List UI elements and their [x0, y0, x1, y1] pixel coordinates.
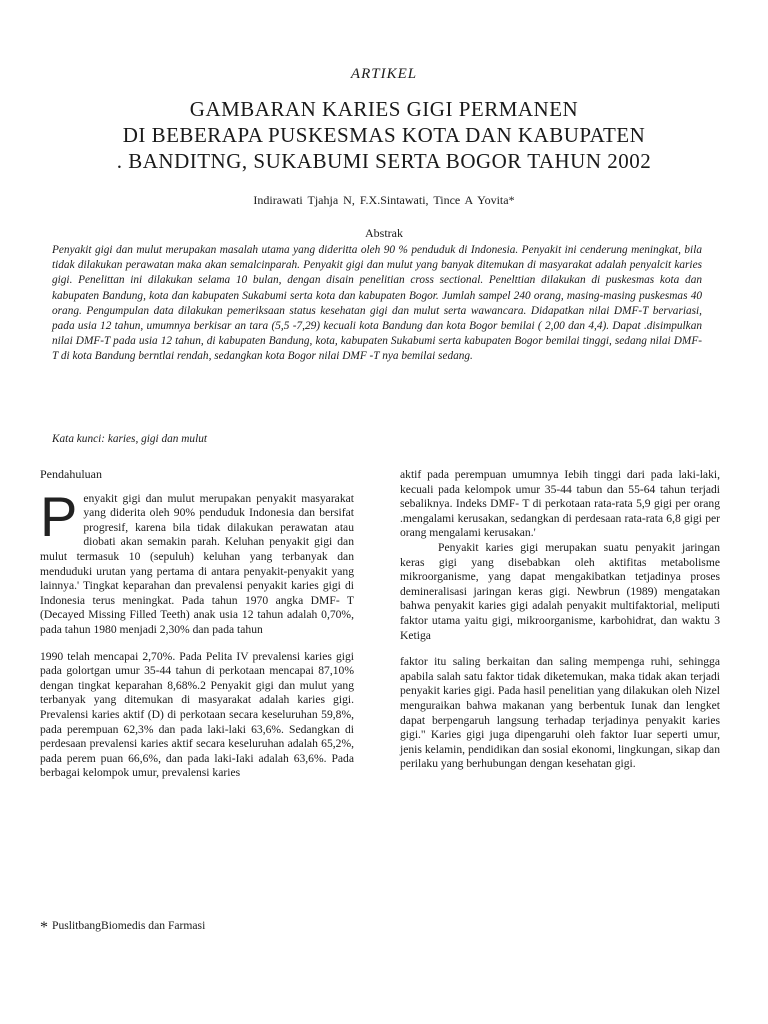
- right-column: [400, 468, 720, 772]
- abstract-heading: Abstrak: [365, 226, 403, 240]
- title-line-3: . BANDITNG, SUKABUMI SERTA BOGOR TAHUN 2002: [116, 149, 652, 173]
- abstract-text: Penyakit gigi dan mulut merupakan masalah utama yang dideritta oleh 90 % penduduk di Indonesia. Penyakit ini cenderung meningkat, bila tidak dilakukan perawatan maka akan semalcinparah. Penyakit gigi dan mulut yang banyak ditemukan di masyarakat adalah penyalcit karies gigi. Penelittan ini dilakukan selama 10 bulan, dengan disain penelitian cross sectional. Penelttian dilakukan di puskesmas kota dan kabupaten Bandung, kota dan kabupaten Sukabumi serta kota dan kabupaten Bogor. Jumlah sampel 240 orang, masing-masing puskesmas 40 orang. Pengumpulan data dilakukan pemeriksaan status kesehatan gigi dan mulut serta wawancara. Didapatkan nilai DMF-T bervariasi, pada usia 12 tahun, umumnya berkisar an tara (5,5 -7,29) kecuali kota Bandung dan kota Bogor bemilai ( 2,00 dan 4,4). Dapat .disimpulkan nilai DMF-T pada usia 12 tahun, di kabupaten Bandung, kota, kabupaten Sukabumi serta kabupaten Bogor bemilai tinggi, sedang nilai DMF- T di kota Bandung berntlai rendah, sedangkan kota Bogor nilai DMF -T nya bemilai sedang.: [52, 244, 702, 363]
- intro-paragraph-2: 1990 telah mencapai 2,70%. Pada Pelita IV prevalensi karies gigi pada golortgan umur 35-44 tahun di perkotaan mencapai 87,10% dengan tingkat keparahan 8,68%.2 Penyakit gigi dan mulut yang terbanyak yang ditemukan di masyarakat adalah karies gigi. Prevalensi karies aktif (D) di perkotaan secara keseluruhan 59,8%, pada perempuan 62,3% dan pada laki-laki 63,6%. Sedangkan di perdesaan prevalensi karies aktif secara keseluruhan adalah 65,2%, pada perem puan 66,6%, dan pada laki-Iaki adalah 63,6%. Pada berbagai kelompok umur, prevalensi karies: [40, 649, 354, 780]
- author-list: Indirawati Tjahja N, F.X.Sintawati, Tince A Yovita*: [253, 193, 515, 207]
- right-paragraph-1: aktif pada perempuan umumnya Iebih tinggi dari pada laki-laki, kecuali pada kelompok umur 35-44 tabun dan 55-64 tahun terjadi sebaliknya. Indeks DMF- T di perkotaan rata-rata 5,9 gigi per orang .mengalami kerusakan, sedangkan di perdesaan rata-rata 6,8 gigi per orang mengalami kerusakan.': [400, 468, 720, 540]
- keywords: Kata kunci: karies, gigi dan mulut: [52, 433, 208, 445]
- section-heading: Pendahuluan: [40, 467, 102, 481]
- left-column: [40, 467, 354, 781]
- footnote-marker: *: [40, 919, 48, 936]
- footnote-text: PuslitbangBiomedis dan Farmasi: [52, 919, 206, 932]
- section-label: ARTIKEL: [350, 66, 418, 82]
- title-line-1: GAMBARAN KARIES GIGI PERMANEN: [189, 97, 579, 121]
- footnote: [40, 919, 354, 937]
- intro-paragraph-1: enyakit gigi dan mulut merupakan penyakit masyarakat yang diderita oleh 90% penduduk Indonesia dan bersifat progresif, karena bila tidak dilakukan perawatan atau diobati akan semakin parah. Keluhan penyakit gigi dan mulut termasuk 10 (sepuluh) keluhan yang terbanyak dan menduduki urutan yang pertama di antara penyakit-penyakit yang lainnya.' Tingkat keparahan dan prevalensi penyakit karies gigi di Indonesia terus meningkat. Pada tahun 1970 angka DMF- T (Decayed Missing Filled Teeth) anak usia 12 tahun adalah 0,70%, pada tahun 1980 menjadi 2,30% dan pada tahun: [40, 491, 354, 636]
- drop-cap: P: [40, 484, 78, 548]
- title-line-2: DI BEBERAPA PUSKESMAS KOTA DAN KABUPATEN: [122, 123, 646, 147]
- article-title: [20, 96, 748, 174]
- right-paragraph-3: faktor itu saling berkaitan dan saling mempenga ruhi, sehingga apabila salah satu faktor tidak diketemukan, maka tidak akan terjadi penyakit karies gigi. Pada hasil penelitian yang dilakukan oleh Nizel menguraikan bahwa makanan yang berbentuk Iunak dan lengket dapat berpengaruh langsung terhadap terjadinya penyakit karies gigi." Karies gigi juga dipengaruhi oleh faktor Iuar seperti umur, jenis kelamin, pendidikan dan sosial ekonomi, lingkungan, sikap dan perilaku yang berhubungan dengan kesehatan gigi.: [400, 655, 720, 771]
- right-paragraph-2: Penyakit karies gigi merupakan suatu penyakit jaringan keras gigi yang disebabkan oleh aktifitas metabolisme mikroorganisme, yang dapat mengakibatkan tetjadinya proses demineralisasi jaringan keras gigi. Newbrun (1989) mengatakan bahwa penyakit karies gigi adalah penyakit multifaktorial, meliputi faktor utama yaitu gigi, mikroorganisme, karbohidrat, dan waktu 3 Ketiga: [400, 540, 720, 642]
